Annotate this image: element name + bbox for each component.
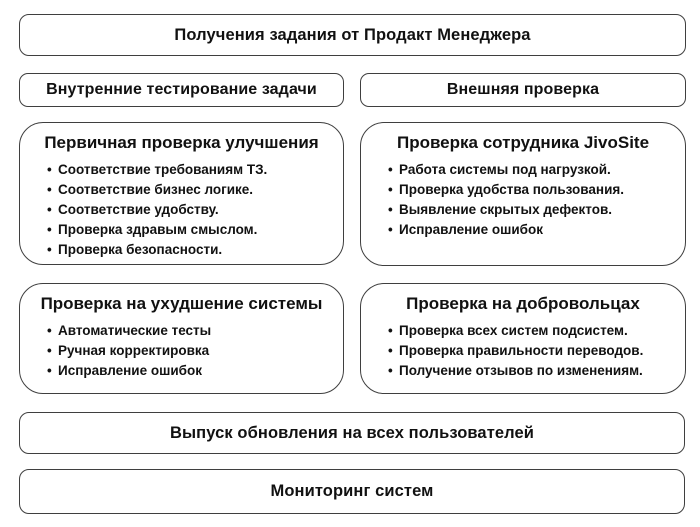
bullet-item: • Ручная корректировка xyxy=(47,341,337,361)
bullet-list xyxy=(20,321,343,381)
bullet-list xyxy=(361,160,685,240)
header-internal-testing xyxy=(19,73,344,107)
bullet-item: • Выявление скрытых дефектов. xyxy=(388,200,679,220)
header-external-check xyxy=(360,73,686,107)
bullet-item: • Исправление ошибок xyxy=(388,220,679,240)
bullet-item: • Соответствие бизнес логике. xyxy=(47,180,337,200)
card-jivosite-employee-check xyxy=(360,122,686,266)
bullet-item: • Проверка удобства пользования. xyxy=(388,180,679,200)
bullet-item: • Проверка здравым смыслом. xyxy=(47,220,337,240)
card-title: Первичная проверка улучшения xyxy=(44,133,319,152)
header-label: Внутренние тестирование задачи xyxy=(46,81,317,98)
bullet-item: • Проверка безопасности. xyxy=(47,240,337,260)
card-volunteers-check xyxy=(360,283,686,394)
box-systems-monitoring xyxy=(19,469,685,514)
card-regression-check xyxy=(19,283,344,394)
card-title: Проверка на добровольцах xyxy=(406,294,640,313)
bullet-item: • Работа системы под нагрузкой. xyxy=(388,160,679,180)
box-release-update-to-all-users xyxy=(19,412,685,454)
box-receive-task-from-product-manager xyxy=(19,14,686,56)
header-label: Внешняя проверка xyxy=(446,81,600,98)
bullet-item: • Проверка всех систем подсистем. xyxy=(388,321,679,341)
box-label: Получения задания от Продакт Менеджера xyxy=(174,25,531,44)
card-title: Проверка сотрудника JivoSite xyxy=(396,133,650,152)
bullet-item: • Исправление ошибок xyxy=(47,361,337,381)
box-label: Мониторинг систем xyxy=(270,482,434,500)
bullet-list xyxy=(361,321,685,381)
bullet-item: • Соответствие удобству. xyxy=(47,200,337,220)
bullet-item: • Проверка правильности переводов. xyxy=(388,341,679,361)
card-title: Проверка на ухудшение системы xyxy=(40,294,323,313)
box-label: Выпуск обновления на всех пользователей xyxy=(169,423,535,442)
card-primary-improvement-check xyxy=(19,122,344,265)
bullet-item: • Автоматические тесты xyxy=(47,321,337,341)
bullet-list xyxy=(20,160,343,260)
bullet-item: • Получение отзывов по изменениям. xyxy=(388,361,679,381)
bullet-item: • Соответствие требованиям ТЗ. xyxy=(47,160,337,180)
